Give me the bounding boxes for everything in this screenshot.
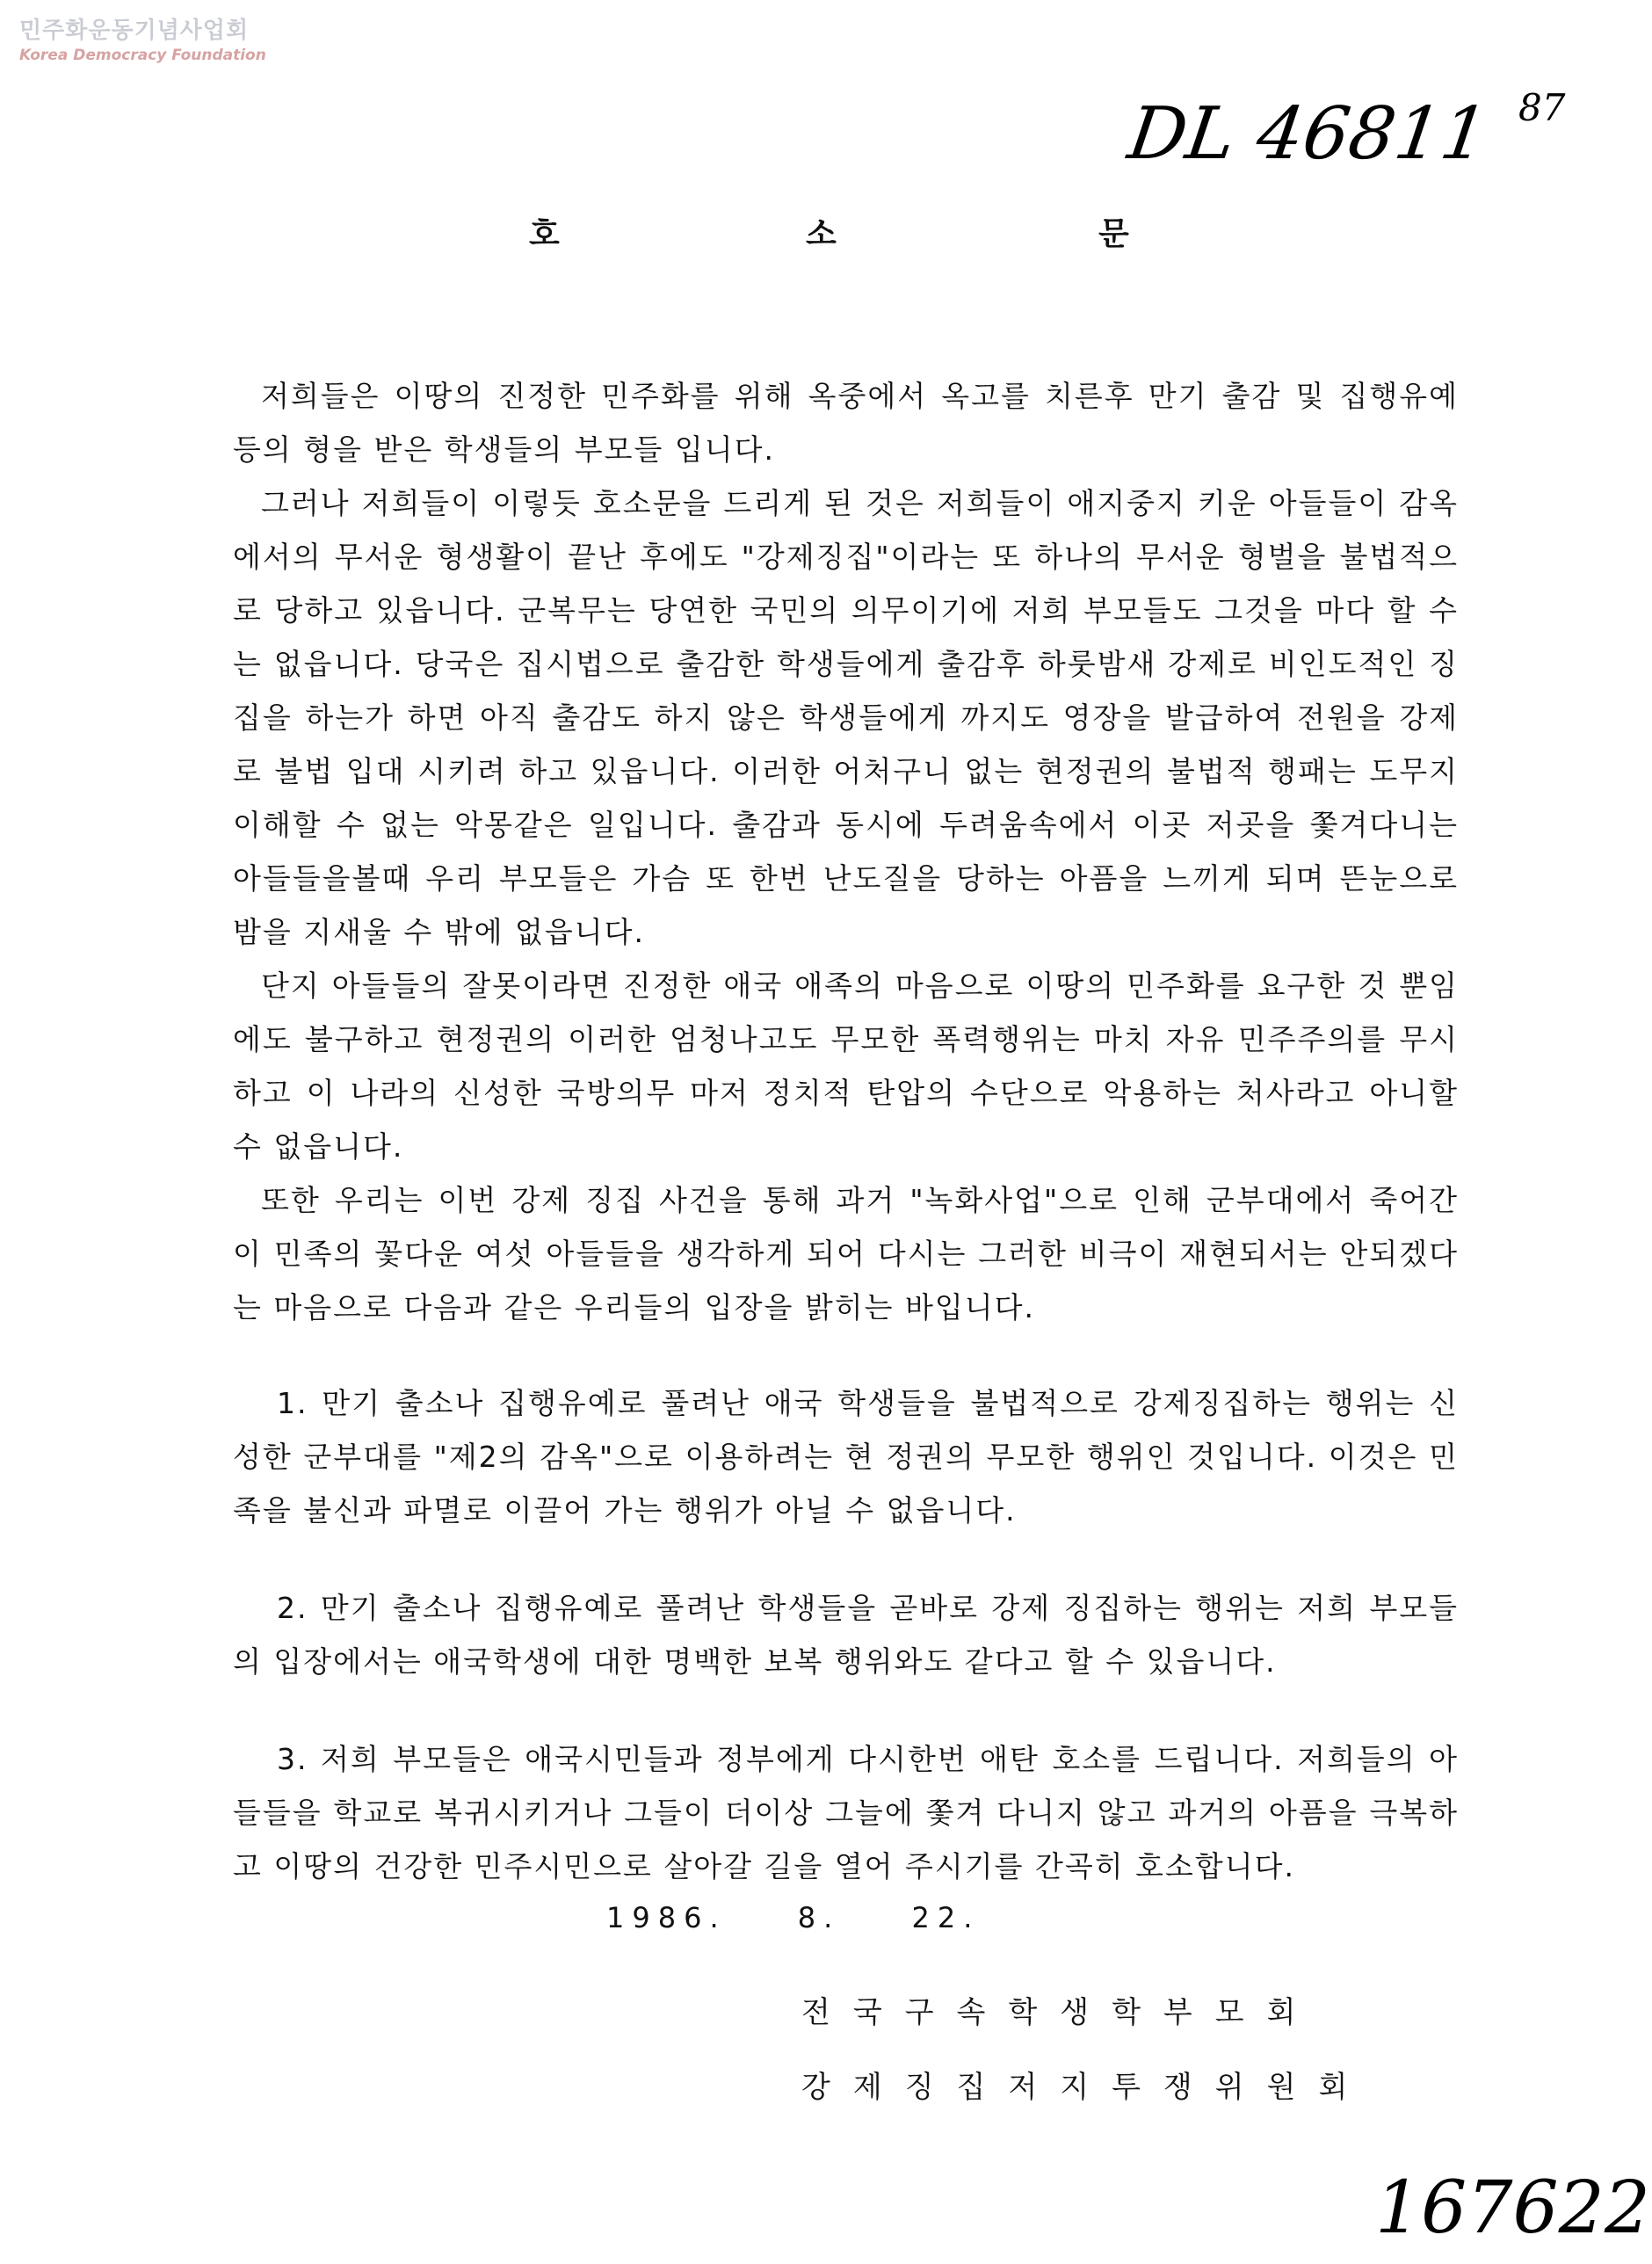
- handwritten-page-number: 87: [1518, 86, 1566, 129]
- document-body: [233, 369, 1459, 1893]
- document-date: 1986. 8. 22.: [606, 1901, 981, 1934]
- paragraph-4: 또한 우리는 이번 강제 징집 사건을 통해 과거 "녹화사업"으로 인해 군부대에서 죽어간 이 민족의 꽃다운 여섯 아들들을 생각하게 되어 다시는 그러한 비극이 재현되서는 안되겠다는 마음으로 다음과 같은 우리들의 입장을 밝히는 바입니다.: [233, 1183, 1459, 1324]
- signatory-1: 전국구속학생학부모회: [801, 1995, 1319, 2030]
- handwritten-archive-code: DL 46811: [1123, 92, 1493, 176]
- watermark-logo: [19, 12, 266, 64]
- paragraph-3: 단지 아들들의 잘못이라면 진정한 애국 애족의 마음으로 이땅의 민주화를 요구한 것 뿐임에도 불구하고 현정권의 이러한 엄청나고도 무모한 폭력행위는 마치 자유 민주주의를 무시하고 이 나라의 신성한 국방의무 마저 정치적 탄압의 수단으로 악용하는 처사라고 아니할 수 없읍니다.: [233, 969, 1459, 1164]
- handwritten-document-number: 167622: [1375, 2166, 1651, 2250]
- title-char-2: 소: [806, 216, 837, 252]
- watermark-english: Korea Democracy Foundation: [19, 47, 266, 64]
- watermark-korean: 민주화운동기념사업회: [19, 18, 250, 44]
- document-title: [0, 209, 1652, 262]
- list-item-3: 3. 저희 부모들은 애국시민들과 정부에게 다시한번 애탄 호소를 드립니다. 저희들의 아들들을 학교로 복귀시키거나 그들이 더이상 그늘에 쫓겨 다니지 않고 과거의 아픔을 극복하고 이땅의 건강한 민주시민으로 살아갈 길을 열어 주시기를 간곡히 호소합니다.: [233, 1742, 1459, 1883]
- title-char-1: 호: [529, 216, 560, 252]
- title-char-3: 문: [1098, 216, 1129, 252]
- list-item-2: 2. 만기 출소나 집행유예로 풀려난 학생들을 곧바로 강제 징집하는 행위는 저희 부모들의 입장에서는 애국학생에 대한 명백한 보복 행위와도 같다고 할 수 있읍니다.: [233, 1591, 1459, 1679]
- paragraph-2: 그러나 저희들이 이렇듯 호소문을 드리게 된 것은 저희들이 애지중지 키운 아들들이 감옥에서의 무서운 형생활이 끝난 후에도 "강제징집"이라는 또 하나의 무서운 형벌을 불법적으로 당하고 있읍니다. 군복무는 당연한 국민의 의무이기에 저희 부모들도 그것을 마다 할 수는 없읍니다. 당국은 집시법으로 출감한 학생들에게 출감후 하룻밤새 강제로 비인도적인 징집을 하는가 하면 아직 출감도 하지 않은 학생들에게 까지도 영장을 발급하여 전원을 강제로 불법 입대 시키려 하고 있읍니다. 이러한 어처구니 없는 현정권의 불법적 행패는 도무지 이해할 수 없는 악몽같은 일입니다. 출감과 동시에 두려움속에서 이곳 저곳을 쫓겨다니는 아들들을볼때 우리 부모들은 가슴 또 한번 난도질을 당하는 아픔을 느끼게 되며 뜬눈으로 밤을 지새울 수 밖에 없읍니다.: [233, 486, 1459, 949]
- paragraph-1: 저희들은 이땅의 진정한 민주화를 위해 옥중에서 옥고를 치른후 만기 출감 및 집행유예 등의 형을 받은 학생들의 부모들 입니다.: [233, 379, 1459, 467]
- signatory-2: 강제징집저지투쟁위원회: [801, 2070, 1371, 2105]
- list-item-1: 1. 만기 출소나 집행유예로 풀려난 애국 학생들을 불법적으로 강제징집하는 행위는 신성한 군부대를 "제2의 감옥"으로 이용하려는 현 정권의 무모한 행위인 것입니다. 이것은 민족을 불신과 파멸로 이끌어 가는 행위가 아닐 수 없읍니다.: [233, 1386, 1459, 1527]
